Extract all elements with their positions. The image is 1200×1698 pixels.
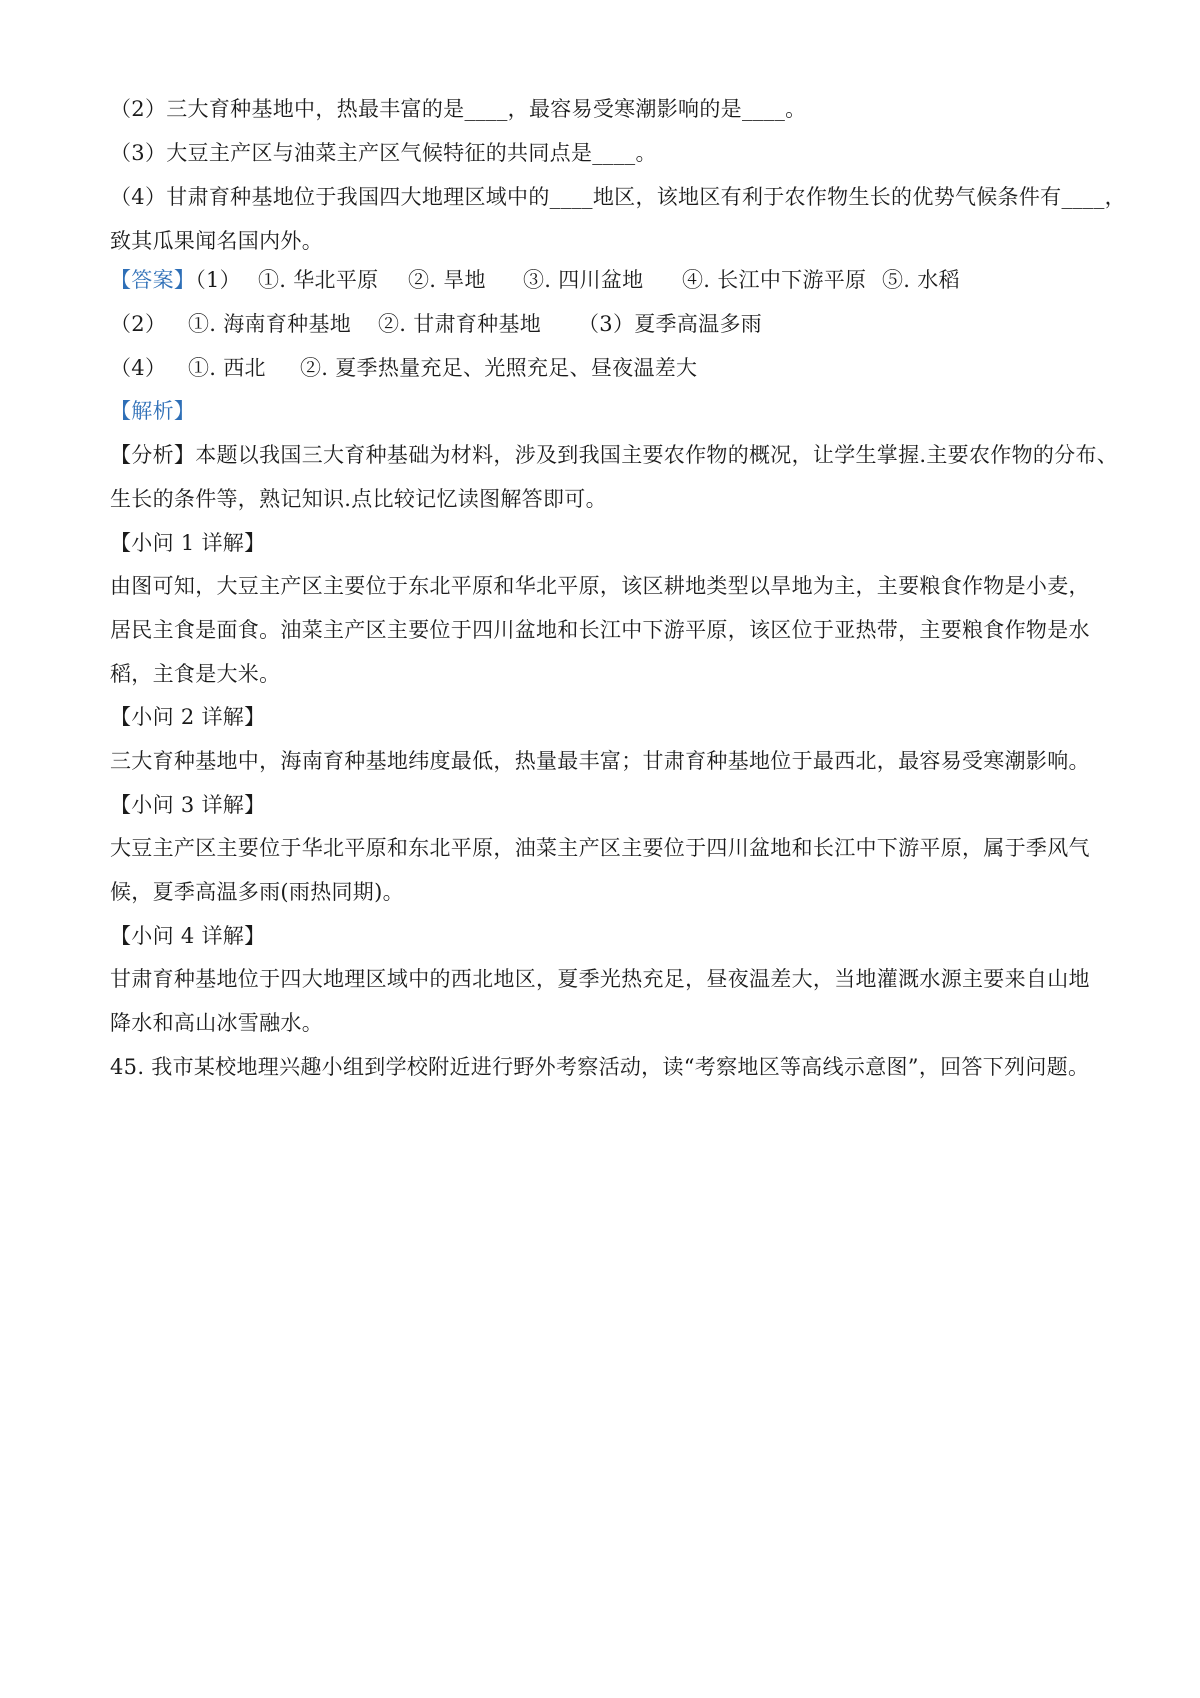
sub-question-4-line-1: 甘肃育种基地位于四大地理区域中的西北地区，夏季光热充足，昼夜温差大，当地灌溉水源主要来自山地 <box>110 967 1090 991</box>
answer-part-1: （1） <box>195 268 241 292</box>
answer-1-item-4: ④. 长江中下游平原 <box>682 268 867 292</box>
answer-1-item-1: ①. 华北平原 <box>258 268 379 292</box>
sub-question-3-line-2: 候，夏季高温多雨(雨热同期)。 <box>110 880 404 904</box>
question-4-line-2: 致其瓜果闻名国内外。 <box>110 229 323 253</box>
sub-question-1-line-2: 居民主食是面食。油菜主产区主要位于四川盆地和长江中下游平原，该区位于亚热带，主要粮食作物是水 <box>110 618 1090 642</box>
answer-row-1 <box>110 265 960 295</box>
sub-question-4-heading: 【小问 4 详解】 <box>110 924 266 948</box>
sub-question-3-heading: 【小问 3 详解】 <box>110 793 266 817</box>
answer-4-item-1: ①. 西北 <box>188 356 266 380</box>
answer-1-item-2: ②. 旱地 <box>408 268 486 292</box>
question-3: （3）大豆主产区与油菜主产区气候特征的共同点是____。 <box>110 141 657 165</box>
answer-4-item-2: ②. 夏季热量充足、光照充足、昼夜温差大 <box>300 356 698 380</box>
answer-part-3: （3）夏季高温多雨 <box>578 312 763 336</box>
analysis-summary-line-2: 生长的条件等，熟记知识.点比较记忆读图解答即可。 <box>110 487 607 511</box>
answer-2-item-2: ②. 甘肃育种基地 <box>378 312 542 336</box>
sub-question-1-line-1: 由图可知，大豆主产区主要位于东北平原和华北平原，该区耕地类型以旱地为主，主要粮食作物是小麦， <box>110 574 1090 598</box>
answer-part-4: （4） <box>110 356 167 380</box>
question-2: （2）三大育种基地中，热最丰富的是____，最容易受寒潮影响的是____。 <box>110 97 807 121</box>
question-4-line-1: （4）甘肃育种基地位于我国四大地理区域中的____地区，该地区有利于农作物生长的优势气候条件有____， <box>110 185 1126 209</box>
answer-part-2: （2） <box>110 312 167 336</box>
answer-label: 【答案】 <box>110 268 196 292</box>
sub-question-2-heading: 【小问 2 详解】 <box>110 705 266 729</box>
answer-1-item-3: ③. 四川盆地 <box>523 268 644 292</box>
sub-question-4-line-2: 降水和高山冰雪融水。 <box>110 1011 323 1035</box>
sub-question-3-line-1: 大豆主产区主要位于华北平原和东北平原，油菜主产区主要位于四川盆地和长江中下游平原，属于季风气 <box>110 836 1090 860</box>
sub-question-2-line-1: 三大育种基地中，海南育种基地纬度最低，热量最丰富；甘肃育种基地位于最西北，最容易受寒潮影响。 <box>110 749 1090 773</box>
analysis-summary-line-1: 【分析】本题以我国三大育种基础为材料，涉及到我国主要农作物的概况，让学生掌握.主要农作物的分布、 <box>110 443 1119 467</box>
analysis-label: 【解析】 <box>110 399 196 423</box>
answer-1-item-5: ⑤. 水稻 <box>882 268 960 292</box>
sub-question-1-line-3: 稻，主食是大米。 <box>110 662 281 686</box>
answer-row-3 <box>110 353 698 383</box>
answer-row-2 <box>110 309 763 339</box>
answer-2-item-1: ①. 海南育种基地 <box>188 312 352 336</box>
question-45: 45. 我市某校地理兴趣小组到学校附近进行野外考察活动，读“考察地区等高线示意图”，回答下列问题。 <box>110 1055 1090 1079</box>
sub-question-1-heading: 【小问 1 详解】 <box>110 531 266 555</box>
